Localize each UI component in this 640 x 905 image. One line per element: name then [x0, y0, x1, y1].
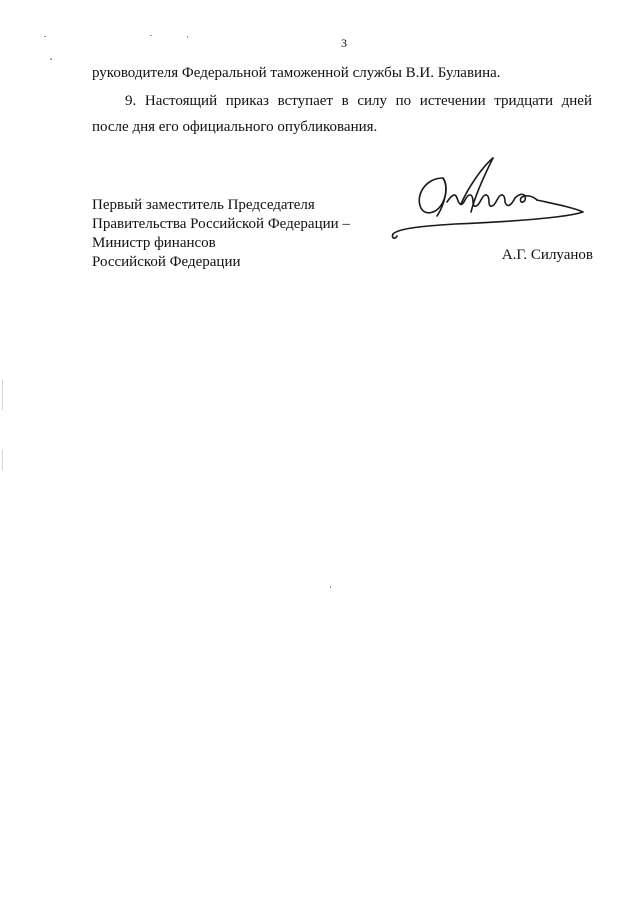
paragraph-item-9 — [92, 92, 592, 110]
signer-title-line: Министр финансов — [92, 235, 216, 251]
paragraph-line: после дня его официального опубликования. — [92, 119, 378, 135]
signer-title-block — [92, 196, 350, 272]
paragraph-item-9-text: 9. Настоящий приказ вступает в силу по истечении тридцати дней — [125, 93, 592, 109]
handwritten-signature — [385, 156, 595, 242]
signer-title-line: Первый заместитель Председателя — [92, 197, 315, 213]
signer-title-line: Российской Федерации — [92, 254, 241, 270]
scan-speck — [330, 586, 331, 588]
signer-name: А.Г. Силуанов — [501, 247, 593, 263]
scan-speck — [50, 58, 52, 60]
page-number: 3 — [341, 36, 347, 50]
scan-speck — [2, 380, 3, 410]
paragraph-line: руководителя Федеральной таможенной службы В.И. Булавина. — [92, 65, 501, 81]
scan-speck — [2, 450, 3, 470]
signer-title-line: Правительства Российской Федерации – — [92, 216, 350, 232]
